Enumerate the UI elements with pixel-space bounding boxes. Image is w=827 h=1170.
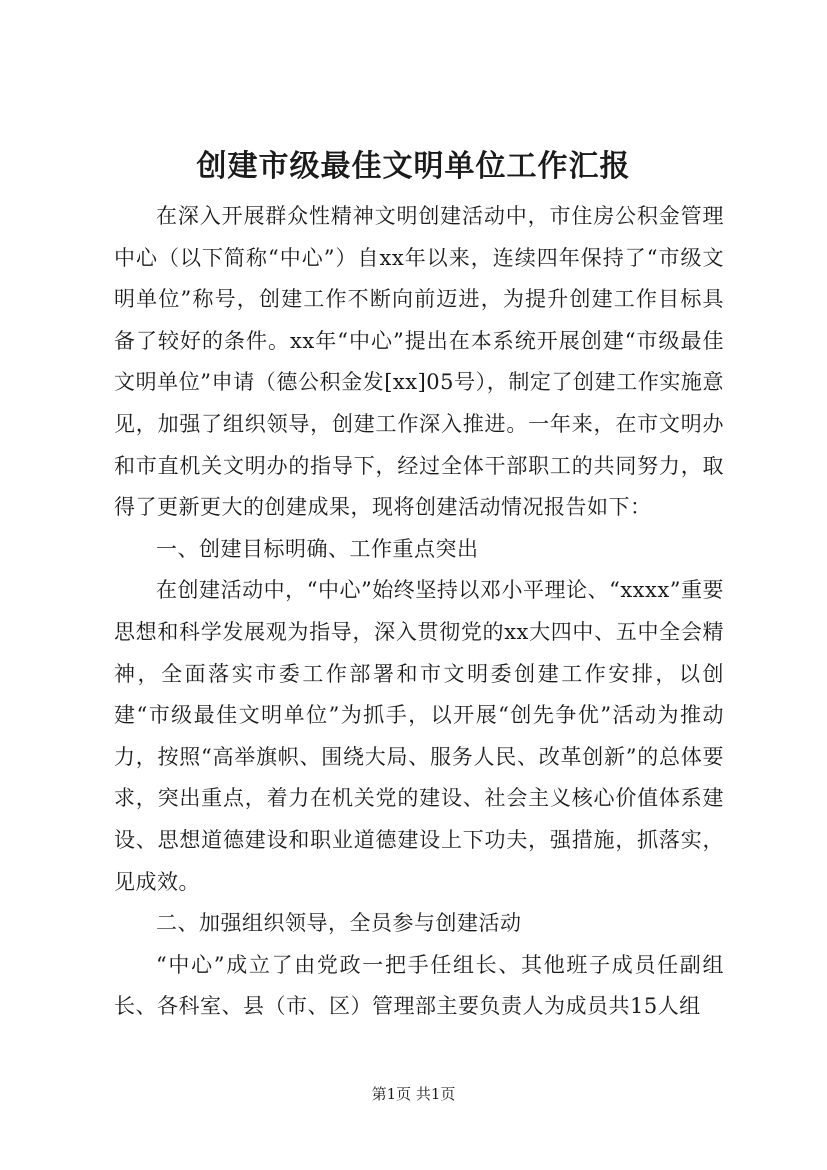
section-2-heading: 二、加强组织领导，全员参与创建活动 xyxy=(156,911,522,936)
page-footer: 第1页 共1页 xyxy=(371,1085,456,1103)
section-1-heading: 一、创建目标明确、工作重点突出 xyxy=(156,536,479,561)
section-2-paragraph: “中心”成立了由党政一把手任组长、其他班子成员任副组长、各科室、县（市、区）管理部主要负责人为成员共15人组 xyxy=(114,952,724,1019)
document-body xyxy=(114,196,724,1028)
intro-paragraph: 在深入开展群众性精神文明创建活动中，市住房公积金管理中心（以下简称“中心”）自xx年以来，连续四年保持了“市级文明单位”称号，创建工作不断向前迈进，为提升创建工作目标具备了较好的条件。xx年“中心”提出在本系统开展创建“市级最佳文明单位”申请（德公积金发[xx]05号），制定了创建工作实施意见，加强了组织领导，创建工作深入推进。一年来，在市文明办和市直机关文明办的指导下，经过全体干部职工的共同努力，取得了更新更大的创建成果，现将创建活动情况报告如下： xyxy=(114,204,724,520)
document-title: 创建市级最佳文明单位工作汇报 xyxy=(196,149,631,184)
section-1-paragraph: 在创建活动中，“中心”始终坚持以邓小平理论、“xxxx”重要思想和科学发展观为指导，深入贯彻党的xx大四中、五中全会精神，全面落实市委工作部署和市文明委创建工作安排，以创建“市级最佳文明单位”为抓手，以开展“创先争优”活动为推动力，按照“高举旗帜、围绕大局、服务人民、改革创新”的总体要求，突出重点，着力在机关党的建设、社会主义核心价值体系建设、思想道德建设和职业道德建设上下功夫，强措施，抓落实，见成效。 xyxy=(114,578,724,894)
